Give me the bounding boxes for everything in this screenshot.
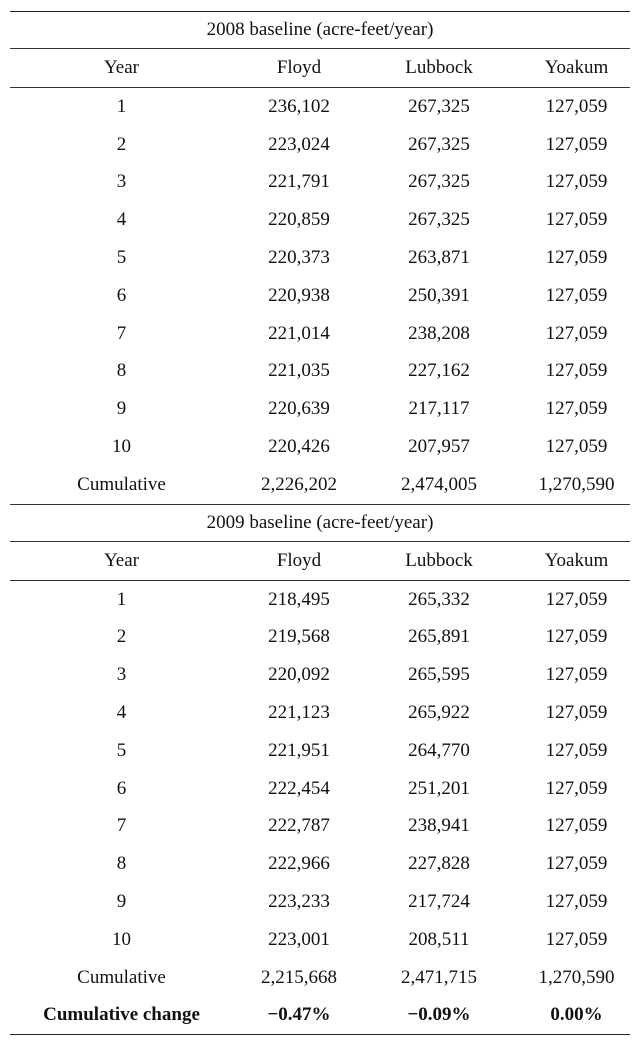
cell-floyd: 220,639 bbox=[268, 398, 330, 420]
header-floyd: Floyd bbox=[276, 549, 322, 571]
header-floyd: Floyd bbox=[276, 57, 322, 78]
cell-lubbock: 265,891 bbox=[408, 626, 470, 648]
change-lubbock: −0.09% bbox=[407, 1004, 471, 1026]
cell-lubbock: 238,941 bbox=[408, 815, 470, 837]
section-title: 2009 baseline (acre-feet/year) bbox=[206, 511, 434, 533]
cell-year: 2 bbox=[116, 626, 127, 648]
cell-year: 1 bbox=[116, 588, 127, 610]
header-lubbock: Lubbock bbox=[405, 549, 473, 571]
table-row bbox=[0, 390, 640, 428]
cell-year: 5 bbox=[116, 247, 127, 269]
cell-floyd: 221,123 bbox=[268, 702, 330, 724]
table-row bbox=[0, 732, 640, 770]
cell-floyd: 221,791 bbox=[268, 171, 330, 193]
cell-year: 9 bbox=[116, 398, 127, 420]
cell-lubbock: 263,871 bbox=[408, 247, 470, 269]
table-row bbox=[0, 619, 640, 657]
rows-2009 bbox=[0, 581, 640, 959]
cell-floyd: 223,001 bbox=[268, 928, 330, 950]
cumulative-yoakum: 1,270,590 bbox=[538, 966, 615, 988]
cell-lubbock: 267,325 bbox=[408, 171, 470, 193]
cell-lubbock: 265,595 bbox=[408, 664, 470, 686]
cell-year: 1 bbox=[116, 95, 127, 117]
cell-lubbock: 217,117 bbox=[408, 398, 470, 420]
table-row bbox=[0, 201, 640, 239]
cell-lubbock: 265,332 bbox=[408, 588, 470, 610]
section-title: 2008 baseline (acre-feet/year) bbox=[206, 19, 434, 40]
change-floyd: −0.47% bbox=[267, 1004, 331, 1026]
cell-year: 8 bbox=[116, 360, 127, 382]
table-row bbox=[0, 808, 640, 846]
cumulative-row bbox=[0, 959, 640, 997]
cell-floyd: 221,035 bbox=[268, 360, 330, 382]
header-yoakum: Yoakum bbox=[544, 549, 609, 571]
cell-yoakum: 127,059 bbox=[545, 436, 608, 458]
cell-lubbock: 208,511 bbox=[408, 928, 470, 950]
cell-yoakum: 127,059 bbox=[545, 891, 608, 913]
header-lubbock: Lubbock bbox=[405, 57, 473, 78]
cell-year: 6 bbox=[116, 777, 127, 799]
cell-floyd: 220,859 bbox=[268, 209, 330, 231]
cell-lubbock: 265,922 bbox=[408, 702, 470, 724]
header-year: Year bbox=[103, 57, 139, 78]
table-row bbox=[0, 277, 640, 315]
bottom-rule bbox=[10, 1034, 630, 1035]
table-row bbox=[0, 921, 640, 959]
cell-floyd: 223,233 bbox=[268, 891, 330, 913]
cell-lubbock: 264,770 bbox=[408, 739, 470, 761]
cell-lubbock: 267,325 bbox=[408, 133, 470, 155]
cell-floyd: 220,092 bbox=[268, 664, 330, 686]
cell-lubbock: 238,208 bbox=[408, 322, 470, 344]
cell-floyd: 222,966 bbox=[268, 853, 330, 875]
cell-year: 10 bbox=[112, 928, 131, 950]
section-2008 bbox=[0, 12, 640, 504]
cell-yoakum: 127,059 bbox=[545, 702, 608, 724]
cell-year: 3 bbox=[116, 664, 127, 686]
cumulative-floyd: 2,226,202 bbox=[261, 473, 337, 495]
cell-floyd: 221,014 bbox=[268, 322, 330, 344]
cell-yoakum: 127,059 bbox=[545, 322, 608, 344]
cell-year: 5 bbox=[116, 739, 127, 761]
cell-floyd: 221,951 bbox=[268, 739, 330, 761]
cell-yoakum: 127,059 bbox=[545, 739, 608, 761]
cumulative-lubbock: 2,474,005 bbox=[401, 473, 477, 495]
table-row bbox=[0, 883, 640, 921]
cumulative-floyd: 2,215,668 bbox=[261, 966, 337, 988]
cell-lubbock: 207,957 bbox=[408, 436, 470, 458]
cell-year: 4 bbox=[116, 209, 127, 231]
cell-yoakum: 127,059 bbox=[545, 360, 608, 382]
cell-yoakum: 127,059 bbox=[545, 284, 608, 306]
cell-yoakum: 127,059 bbox=[545, 853, 608, 875]
cell-yoakum: 127,059 bbox=[545, 171, 608, 193]
cell-year: 9 bbox=[116, 891, 127, 913]
cumulative-label: Cumulative bbox=[77, 966, 166, 988]
cell-floyd: 222,454 bbox=[268, 777, 330, 799]
table-row bbox=[0, 428, 640, 466]
cell-yoakum: 127,059 bbox=[545, 398, 608, 420]
cell-year: 2 bbox=[116, 133, 127, 155]
cell-yoakum: 127,059 bbox=[545, 928, 608, 950]
table-row bbox=[0, 126, 640, 164]
section-2009 bbox=[0, 505, 640, 997]
cumulative-lubbock: 2,471,715 bbox=[401, 966, 477, 988]
cell-year: 7 bbox=[116, 322, 127, 344]
cell-floyd: 218,495 bbox=[268, 588, 330, 610]
cell-yoakum: 127,059 bbox=[545, 626, 608, 648]
header-year: Year bbox=[103, 549, 139, 571]
table-row bbox=[0, 88, 640, 126]
cell-yoakum: 127,059 bbox=[545, 247, 608, 269]
rows-2008 bbox=[0, 88, 640, 466]
cell-floyd: 219,568 bbox=[268, 626, 330, 648]
cell-lubbock: 227,828 bbox=[408, 853, 470, 875]
cell-lubbock: 267,325 bbox=[408, 95, 470, 117]
cell-year: 4 bbox=[116, 702, 127, 724]
change-yoakum: 0.00% bbox=[550, 1004, 603, 1026]
table-row bbox=[0, 656, 640, 694]
cell-year: 7 bbox=[116, 815, 127, 837]
cell-floyd: 222,787 bbox=[268, 815, 330, 837]
cell-yoakum: 127,059 bbox=[545, 95, 608, 117]
header-row bbox=[0, 542, 640, 580]
cell-lubbock: 250,391 bbox=[408, 284, 470, 306]
table-row bbox=[0, 581, 640, 619]
table-row bbox=[0, 164, 640, 202]
table-row bbox=[0, 694, 640, 732]
cell-lubbock: 267,325 bbox=[408, 209, 470, 231]
cumulative-change-row bbox=[0, 997, 640, 1035]
table-row bbox=[0, 770, 640, 808]
cell-yoakum: 127,059 bbox=[545, 588, 608, 610]
cell-yoakum: 127,059 bbox=[545, 133, 608, 155]
cumulative-row bbox=[0, 466, 640, 504]
table-row bbox=[0, 353, 640, 391]
cell-floyd: 223,024 bbox=[268, 133, 330, 155]
cumulative-yoakum: 1,270,590 bbox=[538, 473, 615, 495]
header-row bbox=[0, 49, 640, 87]
cell-floyd: 220,373 bbox=[268, 247, 330, 269]
cell-floyd: 220,426 bbox=[268, 436, 330, 458]
cell-yoakum: 127,059 bbox=[545, 815, 608, 837]
table-row bbox=[0, 315, 640, 353]
cell-lubbock: 251,201 bbox=[408, 777, 470, 799]
table-row bbox=[0, 239, 640, 277]
cell-lubbock: 227,162 bbox=[408, 360, 470, 382]
cell-yoakum: 127,059 bbox=[545, 777, 608, 799]
cell-yoakum: 127,059 bbox=[545, 209, 608, 231]
cell-year: 6 bbox=[116, 284, 127, 306]
header-yoakum: Yoakum bbox=[544, 57, 609, 78]
cell-floyd: 236,102 bbox=[268, 95, 330, 117]
cumulative-label: Cumulative bbox=[77, 473, 166, 495]
cell-yoakum: 127,059 bbox=[545, 664, 608, 686]
change-label: Cumulative change bbox=[43, 1004, 200, 1026]
cell-year: 10 bbox=[112, 436, 131, 458]
cell-floyd: 220,938 bbox=[268, 284, 330, 306]
table-row bbox=[0, 845, 640, 883]
cell-year: 8 bbox=[116, 853, 127, 875]
cell-year: 3 bbox=[116, 171, 127, 193]
cell-lubbock: 217,724 bbox=[408, 891, 470, 913]
